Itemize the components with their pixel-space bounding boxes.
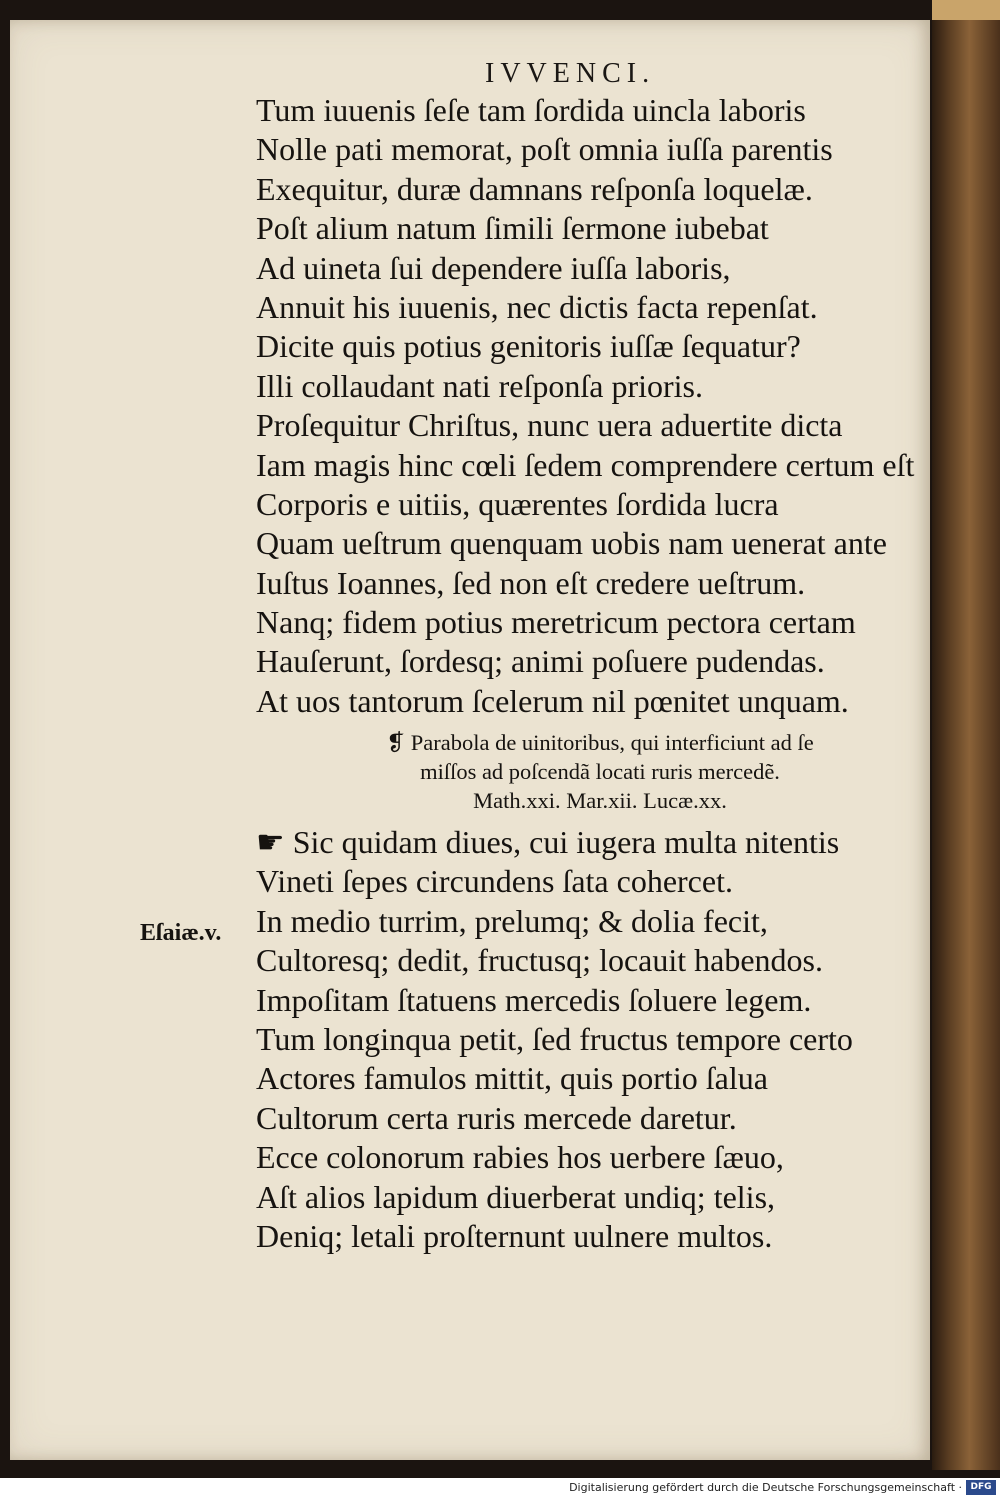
verse-line: Iam magis hinc cœli ſedem comprendere certum eſt — [256, 446, 915, 483]
verse-line: Iuſtus Ioannes, ſed non eſt credere ueſtrum. — [256, 564, 806, 601]
verse-line: Vineti ſepes circundens ſata cohercet. — [256, 863, 733, 900]
section-heading — [250, 728, 950, 815]
book-edge-top — [932, 0, 1000, 20]
heading-line: ❡ Parabola de uinitoribus, qui interficiunt ad ſe — [386, 730, 814, 755]
verse-line: Poſt alium natum ſimili ſermone iubebat — [256, 210, 769, 247]
verse-line: Impoſitam ſtatuens mercedis ſoluere legem. — [256, 981, 812, 1018]
heading-line: Math.xxi. Mar.xii. Lucæ.xx. — [473, 788, 727, 813]
verse-line: Nolle pati memorat, poſt omnia iuſſa parentis — [256, 131, 833, 168]
verse-line: Ecce colonorum rabies hos uerbere ſæuo, — [256, 1139, 784, 1176]
verse-line: Cultoresq; dedit, fructusq; locauit habendos. — [256, 942, 823, 979]
verse-line: ☛ Sic quidam diues, cui iugera multa nitentis — [256, 824, 840, 860]
verse-line: Actores famulos mittit, quis portio ſalua — [256, 1060, 768, 1097]
verse-line: At uos tantorum ſcelerum nil pœnitet unquam. — [256, 682, 849, 719]
verse-line: Dicite quis potius genitoris iuſſæ ſequatur? — [256, 328, 801, 365]
verse-line: Tum iuuenis ſeſe tam ſordida uincla laboris — [256, 92, 806, 128]
verse-line: Tum longinqua petit, ſed fructus tempore certo — [256, 1020, 853, 1057]
verse-line: Hauſerunt, ſordesq; animi poſuere pudendas. — [256, 643, 825, 680]
verse-line: Cultorum certa ruris mercede daretur. — [256, 1099, 737, 1136]
running-head: IVVENCI. — [485, 58, 656, 89]
verse-line: Illi collaudant nati reſponſa prioris. — [256, 367, 703, 404]
verse-line: Deniq; letali proſternunt uulnere multos. — [256, 1217, 773, 1254]
verse-line: Exequitur, duræ damnans reſponſa loquelæ. — [256, 170, 813, 207]
verse-line: Quam ueſtrum quenquam uobis nam uenerat ante — [256, 525, 887, 562]
dfg-logo: DFG — [966, 1480, 996, 1495]
verse-line: Corporis e uitiis, quærentes ſordida lucra — [256, 485, 779, 522]
footer-credit: Digitalisierung gefördert durch die Deutsche Forschungsgemeinschaft · — [569, 1481, 962, 1494]
verse-line: Annuit his iuuenis, nec dictis facta repenſat. — [256, 288, 818, 325]
verse-line: Ad uineta ſui dependere iuſſa laboris, — [256, 249, 731, 286]
verse-line: Nanq; fidem potius meretricum pectora certam — [256, 604, 856, 641]
verse-line: In medio turrim, prelumq; & dolia fecit, — [256, 902, 768, 939]
verse-line: Proſequitur Chriſtus, nunc uera aduertite dicta — [256, 407, 843, 444]
heading-line: miſſos ad poſcendã locati ruris mercedẽ. — [420, 759, 780, 784]
footer-bar — [0, 1478, 1000, 1499]
margin-note: Eſaiæ.v. — [140, 920, 222, 946]
verse-line: Aſt alios lapidum diuerberat undiq; telis, — [256, 1178, 776, 1215]
verse-block-1 — [256, 91, 936, 721]
verse-block-2 — [256, 823, 936, 1256]
